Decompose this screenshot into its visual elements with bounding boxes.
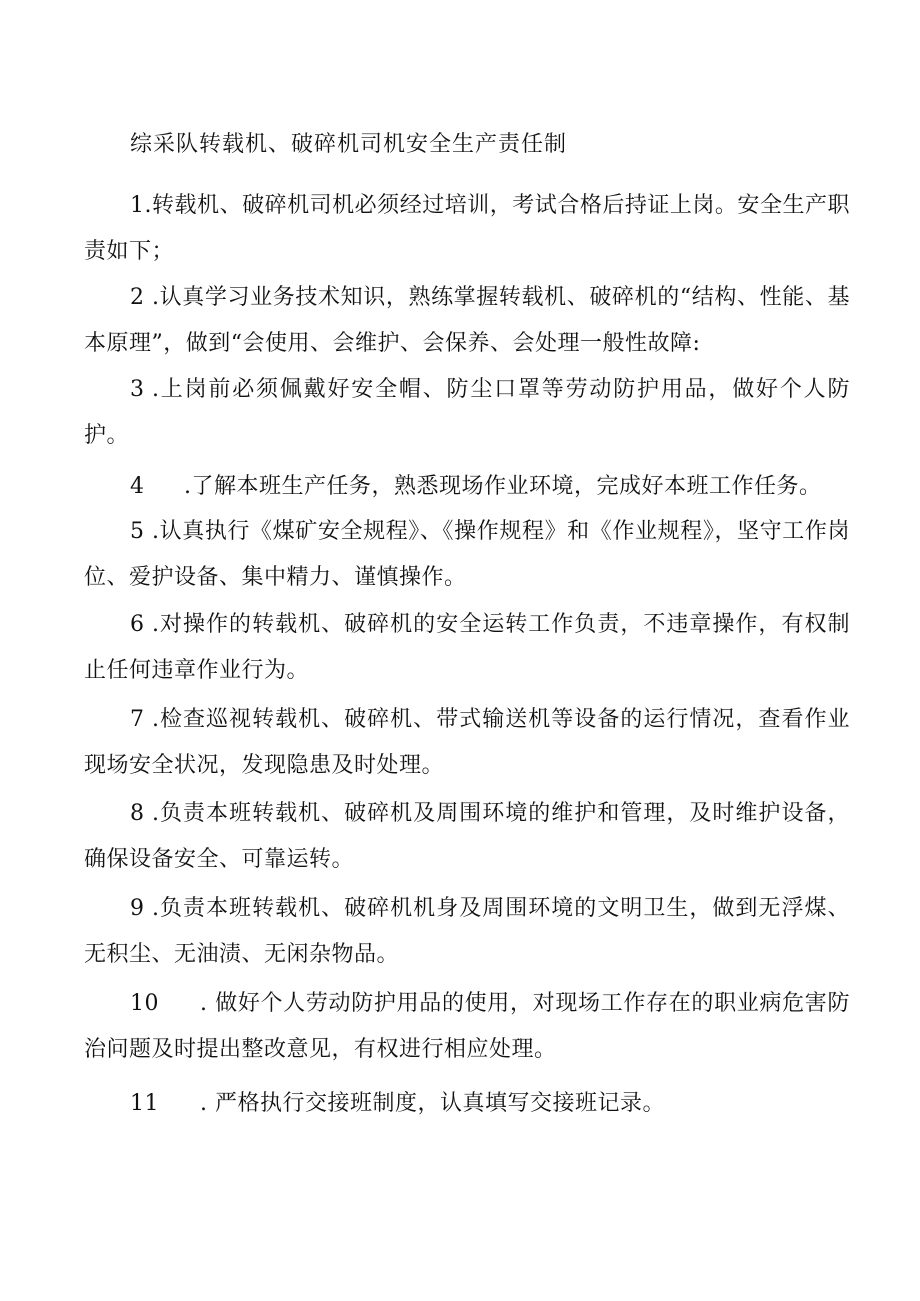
document-title: 综采队转载机、破碎机司机安全生产责任制 [130,132,568,157]
item-number: 1. [130,193,152,218]
item-text: 转载机、破碎机司机必须经过培训，考试合格后持证上岗。安全生产职责如下； [84,193,850,264]
item-text: . 严格执行交接班制度，认真填写交接班记录。 [200,1091,665,1116]
item-8 [84,791,850,883]
item-number: 8 . [130,801,160,826]
item-5 [84,509,850,601]
item-11 [84,1081,850,1127]
item-1 [84,183,850,275]
item-3 [84,367,850,459]
item-2 [84,275,850,367]
item-text: 认真执行《煤矿安全规程》、《操作规程》和《作业规程》，坚守工作岗位、爱护设备、集中精力、谨慎操作。 [84,519,850,590]
item-text: 负责本班转载机、破碎机机身及周围环境的文明卫生，做到无浮煤、无积尘、无油渍、无闲杂物品。 [84,896,850,967]
item-number: 10 [130,991,159,1016]
item-number: 9 . [130,896,160,921]
item-10 [84,981,850,1073]
item-number: 2 . [130,285,160,310]
item-text: 对操作的转载机、破碎机的安全运转工作负责，不违章操作，有权制止任何违章作业行为。 [84,612,850,683]
item-text: 上岗前必须佩戴好安全帽、防尘口罩等劳动防护用品，做好个人防护。 [84,377,850,448]
item-number: 11 [130,1091,159,1116]
item-number: 7 . [130,707,160,732]
item-number: 6 . [130,612,160,637]
item-text: 负责本班转载机、破碎机及周围环境的维护和管理，及时维护设备，确保设备安全、可靠运转。 [84,801,850,872]
item-9 [84,886,850,978]
item-text: . 做好个人劳动防护用品的使用，对现场工作存在的职业病危害防治问题及时提出整改意见，有权进行相应处理。 [84,991,850,1062]
item-number: 4 [130,474,145,499]
item-text: .了解本班生产任务，熟悉现场作业环境，完成好本班工作任务。 [184,474,822,499]
item-text: 认真学习业务技术知识，熟练掌握转载机、破碎机的“结构、性能、基本原理”，做到“会使用、会维护、会保养、会处理一般性故障: [84,285,850,356]
item-number: 5 . [130,519,160,544]
item-4 [84,464,850,510]
item-6 [84,602,850,694]
item-text: 检查巡视转载机、破碎机、带式输送机等设备的运行情况，查看作业现场安全状况，发现隐患及时处理。 [84,707,850,778]
item-number: 3 . [130,377,160,402]
item-7 [84,697,850,789]
